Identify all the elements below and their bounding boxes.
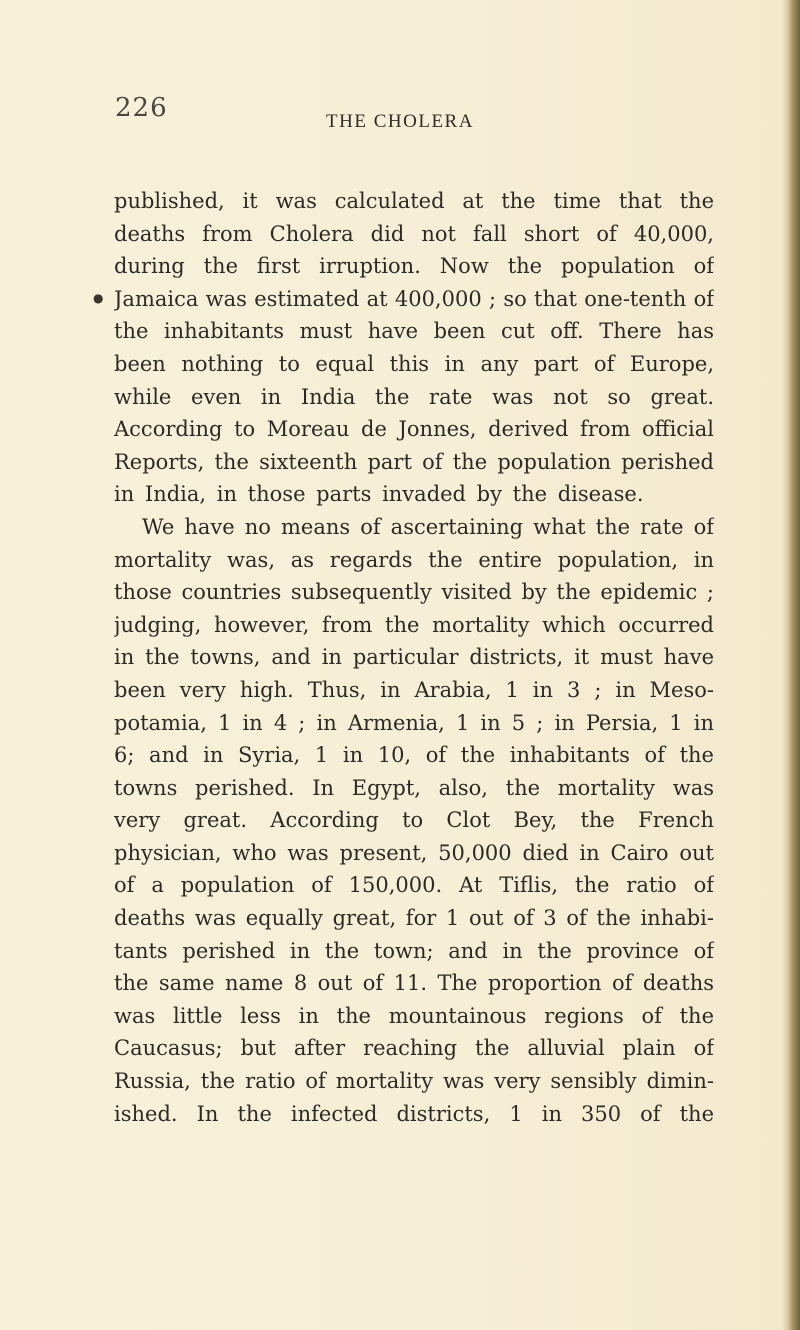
text-line: towns perished. In Egypt, also, the mortality was [114, 775, 714, 800]
text-line: tants perished in the town; and in the province of [114, 938, 714, 963]
text-line: deaths from Cholera did not fall short of 40,000, [114, 221, 714, 246]
text-line: ished. In the infected districts, 1 in 350 of the [114, 1101, 714, 1126]
running-head: THE CHOLERA [326, 111, 474, 132]
text-line: the same name 8 out of 11. The proportion of deaths [114, 971, 714, 996]
text-line: potamia, 1 in 4 ; in Armenia, 1 in 5 ; in Persia, 1 in [114, 710, 714, 735]
text-line: Jamaica was estimated at 400,000 ; so that one-tenth of [114, 286, 714, 311]
text-line: published, it was calculated at the time that the [114, 189, 714, 213]
text-line: physician, who was present, 50,000 died in Cairo out [114, 840, 714, 865]
margin-mark: ● [93, 291, 104, 305]
text-line: We have no means of ascertaining what the rate of [142, 514, 714, 539]
page-number: 226 [115, 93, 168, 123]
text-line: in India, in those parts invaded by the disease. [114, 482, 644, 507]
text-line: judging, however, from the mortality which occurred [114, 612, 714, 637]
body-text [114, 185, 714, 1130]
text-line: while even in India the rate was not so great. [114, 384, 714, 409]
text-line: in the towns, and in particular districts, it must have [114, 645, 714, 670]
text-line: Caucasus; but after reaching the alluvial plain of [114, 1036, 714, 1061]
text-line: Reports, the sixteenth part of the population perished [114, 449, 714, 474]
text-line: during the first irruption. Now the population of [114, 254, 714, 279]
text-line: Russia, the ratio of mortality was very sensibly dimin- [114, 1069, 714, 1094]
text-line: those countries subsequently visited by the epidemic ; [114, 580, 714, 605]
text-line: been nothing to equal this in any part of Europe, [114, 351, 714, 376]
text-line: of a population of 150,000. At Tiflis, the ratio of [114, 873, 714, 898]
text-line: deaths was equally great, for 1 out of 3 of the inhabi- [114, 906, 714, 931]
text-line: been very high. Thus, in Arabia, 1 in 3 ; in Meso- [114, 677, 714, 702]
text-line: very great. According to Clot Bey, the French [114, 808, 714, 833]
text-line: the inhabitants must have been cut off. There has [114, 319, 714, 344]
text-line: 6; and in Syria, 1 in 10, of the inhabitants of the [114, 743, 714, 768]
text-line: mortality was, as regards the entire population, in [114, 547, 714, 572]
text-line: According to Moreau de Jonnes, derived from official [114, 417, 714, 442]
page-edge [782, 0, 800, 1330]
text-line: was little less in the mountainous regions of the [114, 1003, 714, 1028]
